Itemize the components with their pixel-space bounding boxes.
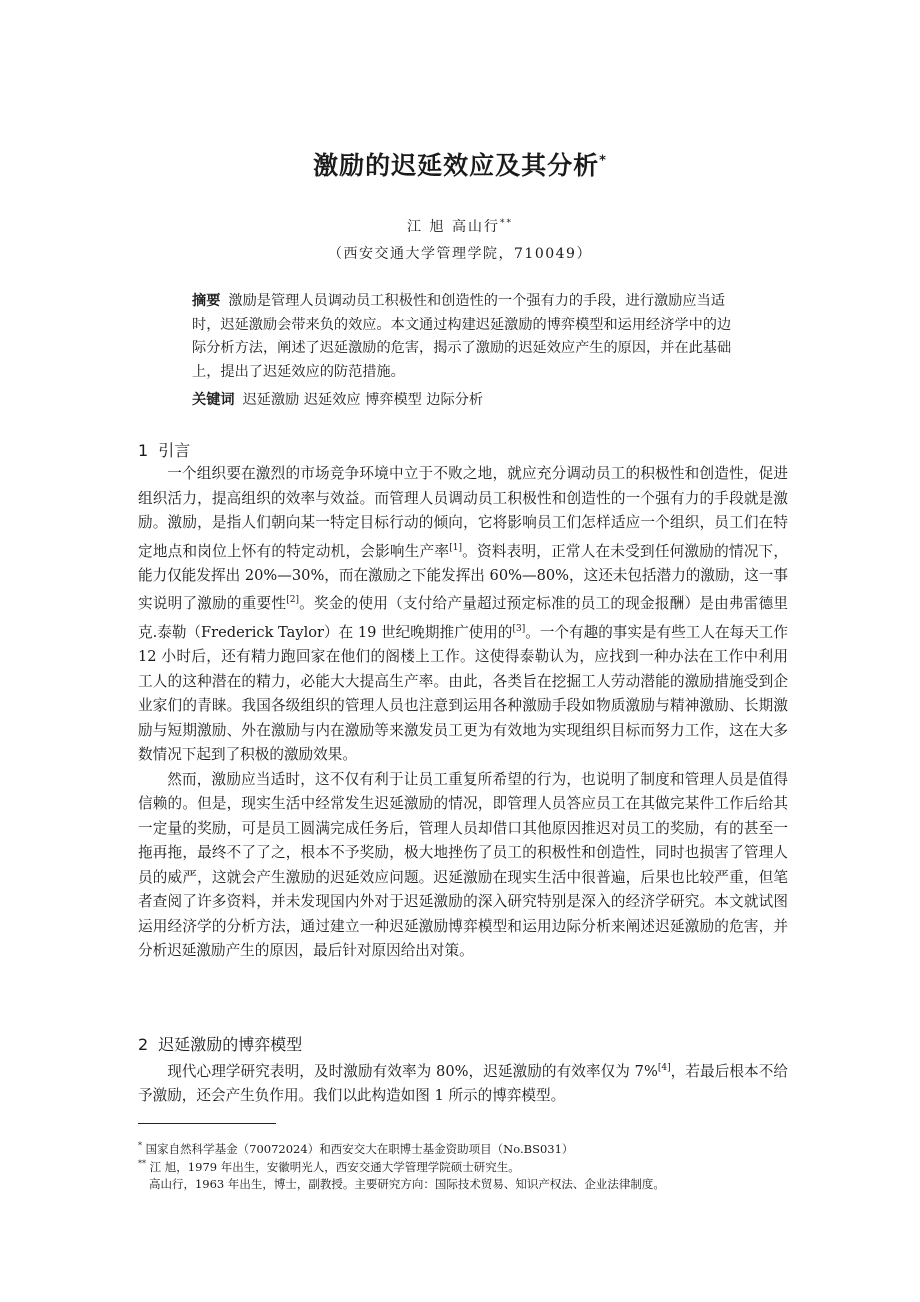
- keywords-label: 关键词: [192, 392, 235, 408]
- citation: [1]: [449, 542, 462, 553]
- abstract: [192, 290, 737, 384]
- title-footnote-mark: *: [599, 153, 607, 169]
- citation: [4]: [657, 1063, 671, 1073]
- abstract-text: 激励是管理人员调动员工积极性和创造性的一个强有力的手段，进行激励应当适时，迟延激励会带来负的效应。本文通过构建迟延激励的博弈模型和运用经济学中的边际分析方法，阐述了迟延激励的危害，揭示了激励的迟延效应产生的原因，并在此基础上，提出了迟延效应的防范措施。: [192, 293, 732, 380]
- footnote-1: * 国家自然科学基金（70072024）和西安交大在职博士基金资助项目（No.BS031）: [138, 1141, 574, 1156]
- footnote-3: 高山行，1963 年出生，博士，副教授。主要研究方向：国际技术贸易、知识产权法、企业法律制度。: [148, 1176, 665, 1191]
- authors-footnote-mark: **: [499, 218, 513, 229]
- section-1-body: [138, 462, 788, 964]
- section-2-body: [138, 1056, 788, 1109]
- section-2-heading: 2 迟延激励的博弈模型: [138, 1035, 303, 1054]
- section-1-paragraph-1: 一个组织要在激烈的市场竞争环境中立于不败之地，就应充分调动员工的积极性和创造性，促进组织活力，提高组织的效率与效益。而管理人员调动员工积极性和创造性的一个强有力的手段就是激励。激励，是指人们朝向某一特定目标行动的倾向，它将影响员工们怎样适应一个组织，员工们在特定地点和岗位上怀有的特定动机，会影响生产率[1]。资料表明，正常人在未受到任何激励的情况下，能力仅能发挥出 20%—30%，而在激励之下能发挥出 60%—80%，这还未包括潜力的激励，这一事实说明了激励的重要性[2]。奖金的使用（支付给产量超过预定标准的员工的现金报酬）是由弗雷德里克.泰勒（Frederick Taylor）在 19 世纪晚期推广使用的[3]。一个有趣的事实是有些工人在每天工作 12 小时后，还有精力跑回家在他们的阁楼上工作。这使得泰勒认为，应找到一种办法在工作中利用工人的这种潜在的精力，必能大大提高生产率。由此，各类旨在挖掘工人劳动潜能的激励措施受到企业家们的青睐。我国各级组织的管理人员也注意到运用各种激励手段如物质激励与精神激励、长期激励与短期激励、外在激励与内在激励等来激发员工更为有效地为实现组织目标而努力工作，这在大多数情况下起到了积极的激励效果。: [138, 465, 788, 764]
- section-1-heading: 1 引言: [138, 441, 191, 460]
- citation: [2]: [286, 595, 299, 606]
- section-2-paragraph-1: 现代心理学研究表明，及时激励有效率为 80%，迟延激励的有效率仅为 7%[4]，若最后根本不给予激励，还会产生负作用。我们以此构造如图 1 所示的博弈模型。: [138, 1062, 788, 1105]
- affiliation: （西安交通大学管理学院，710049）: [328, 246, 592, 262]
- footnote-divider: [138, 1123, 276, 1124]
- paper-title: 激励的迟延效应及其分析*: [313, 151, 607, 180]
- keywords: [192, 389, 737, 409]
- authors: 江 旭 高山行**: [407, 218, 513, 235]
- citation: [3]: [512, 623, 526, 634]
- keywords-text: 迟延激励 迟延效应 博弈模型 边际分析: [242, 392, 484, 408]
- section-1-paragraph-2: 然而，激励应当适时，这不仅有利于让员工重复所希望的行为，也说明了制度和管理人员是值得信赖的。但是，现实生活中经常发生迟延激励的情况，即管理人员答应员工在其做完某件工作后给其一定量的奖励，可是员工圆满完成任务后，管理人员却借口其他原因推迟对员工的奖励，有的甚至一拖再拖，最终不了了之，根本不予奖励，极大地挫伤了员工的积极性和创造性，同时也损害了管理人员的威严，这就会产生激励的迟延效应问题。迟延激励在现实生活中很普遍，后果也比较严重，但笔者查阅了许多资料，并未发现国内外对于迟延激励的深入研究特别是深入的经济学研究。本文就试图运用经济学的分析方法，通过建立一种迟延激励博弈模型和运用边际分析来阐述迟延激励的危害，并分析迟延激励产生的原因，最后针对原因给出对策。: [138, 770, 788, 960]
- abstract-label: 摘要: [192, 293, 221, 309]
- footnote-2: ** 江 旭，1979 年出生，安徽明光人，西安交通大学管理学院硕士研究生。 高山行，1963 年出生，博士，副教授。主要研究方向：国际技术贸易、知识产权法、企业法律制度。: [138, 1159, 665, 1191]
